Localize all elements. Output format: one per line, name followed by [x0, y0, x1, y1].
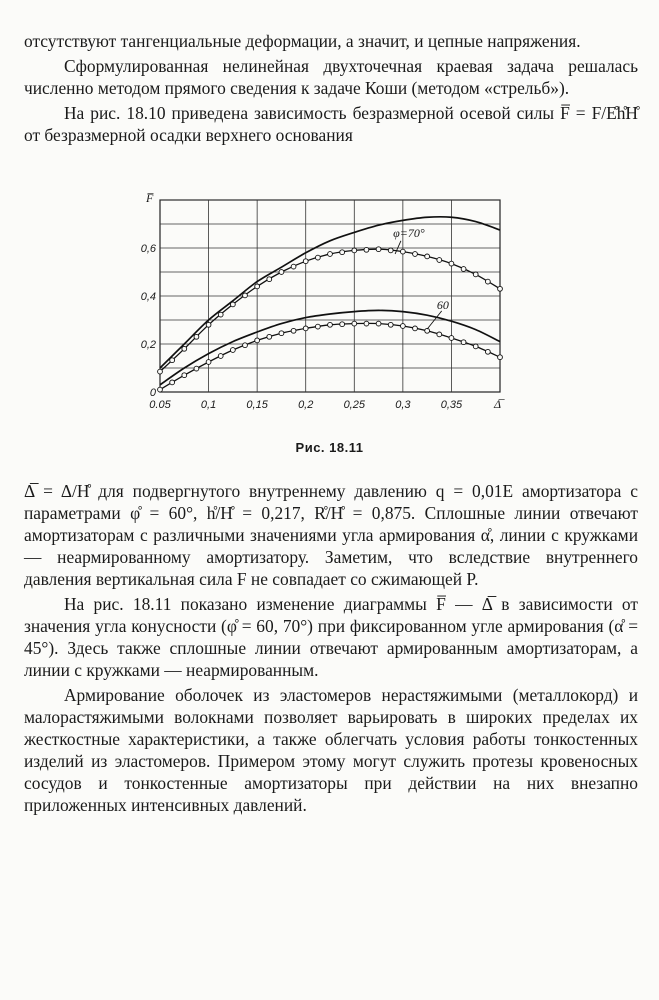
data-point — [315, 255, 320, 260]
data-point — [328, 252, 333, 257]
data-point — [303, 326, 308, 331]
x-tick-label: 0,2 — [298, 399, 314, 411]
x-axis-label: Δ̅ — [494, 397, 502, 411]
x-tick-label: 0,1 — [200, 399, 217, 411]
data-point — [413, 326, 418, 331]
data-point — [400, 324, 405, 329]
data-point — [400, 249, 405, 254]
data-point — [498, 286, 503, 291]
x-tick-label: 0,35 — [440, 399, 463, 411]
x-tick-label: 0,3 — [395, 399, 411, 411]
x-tick-label: 0,25 — [343, 399, 365, 411]
data-point — [485, 349, 490, 354]
data-point — [170, 358, 175, 363]
data-point — [315, 324, 320, 329]
data-point — [473, 344, 478, 349]
data-point — [364, 247, 369, 252]
data-point — [255, 338, 260, 343]
series-line-3 — [160, 323, 500, 389]
data-point — [267, 334, 272, 339]
data-point — [291, 328, 296, 333]
data-point — [437, 258, 442, 263]
data-point — [243, 293, 248, 298]
data-point — [255, 284, 260, 289]
data-point — [449, 261, 454, 266]
data-point — [449, 336, 454, 341]
data-point — [437, 332, 442, 337]
series-line-0 — [160, 217, 500, 368]
data-point — [498, 355, 503, 360]
data-point — [279, 270, 284, 275]
data-point — [376, 247, 381, 252]
data-point — [352, 248, 357, 253]
x-tick-label: 0.05 — [149, 399, 171, 411]
text-block-bottom — [24, 480, 638, 816]
x-tick-label: 0,15 — [246, 399, 268, 411]
data-point — [425, 328, 430, 333]
data-point — [158, 387, 163, 392]
text-block-top — [24, 30, 638, 146]
data-point — [158, 369, 163, 374]
data-point — [206, 360, 211, 365]
paragraph-4: Δ̅ = Δ/H̊ для подвергнутого внутреннему давлению q = 0,01E амортизатора с параметрами φ̊ = 60°, h̊/H̊ = 0,217, R̊/H̊ = 0,875. Сплошные линии отвечают амортизаторам с различными значениями угла армирования α̊, линии с кружками — неармированному амортизатору. Заметим, что вследствие внутреннего давления вертикальная сила F не совпадает со сжимающей P. — [24, 481, 638, 589]
figure-caption: Рис. 18.11 — [295, 440, 364, 455]
data-point — [328, 322, 333, 327]
y-tick-label: 0,4 — [140, 291, 156, 303]
annotation-phi-70: φ=70° — [393, 226, 425, 241]
data-point — [243, 343, 248, 348]
data-point — [340, 322, 345, 327]
data-point — [425, 254, 430, 259]
data-point — [473, 272, 478, 277]
data-point — [279, 331, 284, 336]
paragraph-3: На рис. 18.10 приведена зависимость безразмерной осевой силы F̅ = F/E̊h̊H̊ от безразмерной осадки верхнего основания — [24, 103, 638, 145]
data-point — [364, 321, 369, 326]
data-point — [340, 250, 345, 255]
y-tick-label: 0 — [149, 387, 156, 399]
y-tick-label: 0,6 — [140, 243, 156, 255]
data-point — [291, 264, 296, 269]
data-point — [218, 354, 223, 359]
annotation-60: 60 — [436, 298, 449, 313]
data-point — [267, 277, 272, 282]
data-point — [485, 279, 490, 284]
data-point — [230, 302, 235, 307]
data-point — [388, 322, 393, 327]
data-point — [182, 373, 187, 378]
data-point — [206, 322, 211, 327]
paragraph-5: На рис. 18.11 показано изменение диаграммы F̅ — Δ̅ в зависимости от значения угла конусности (φ̊ = 60, 70°) при фиксированном угле армирования (α̊ = 45°). Здесь также сплошные линии отвечают армированным амортизаторам, а линии с кружками — неармированным. — [24, 594, 638, 680]
data-point — [352, 321, 357, 326]
paragraph-6: Армирование оболочек из эластомеров нерастяжимыми (металлокорд) и малорастяжимыми волокнами позволяет варьировать в широких пределах их жесткостные характеристики, а также облегчать условия работы тонкостенных изделий из эластомеров. Примером этому могут служить протезы кровеносных сосудов и тонкостенные амортизаторы при действии на них внезапно приложенных интенсивных давлений. — [24, 685, 638, 815]
data-point — [388, 248, 393, 253]
paragraph-1: отсутствуют тангенциальные деформации, а значит, и цепные напряжения. — [24, 31, 581, 51]
data-point — [218, 312, 223, 317]
data-point — [413, 252, 418, 257]
data-point — [182, 346, 187, 351]
data-point — [461, 340, 466, 345]
data-point — [194, 334, 199, 339]
data-point — [230, 348, 235, 353]
paragraph-2: Сформулированная нелинейная двухточечная краевая задача решалась численно методом прямого сведения к задаче Коши (методом «стрельб»). — [24, 56, 638, 98]
data-point — [303, 259, 308, 264]
data-point — [194, 366, 199, 371]
figure-18-11-chart — [136, 190, 526, 470]
y-axis-label: F̅ — [146, 191, 154, 205]
y-tick-label: 0,2 — [140, 339, 156, 351]
data-point — [376, 321, 381, 326]
data-point — [170, 380, 175, 385]
data-point — [461, 267, 466, 272]
series-line-2 — [160, 310, 500, 384]
